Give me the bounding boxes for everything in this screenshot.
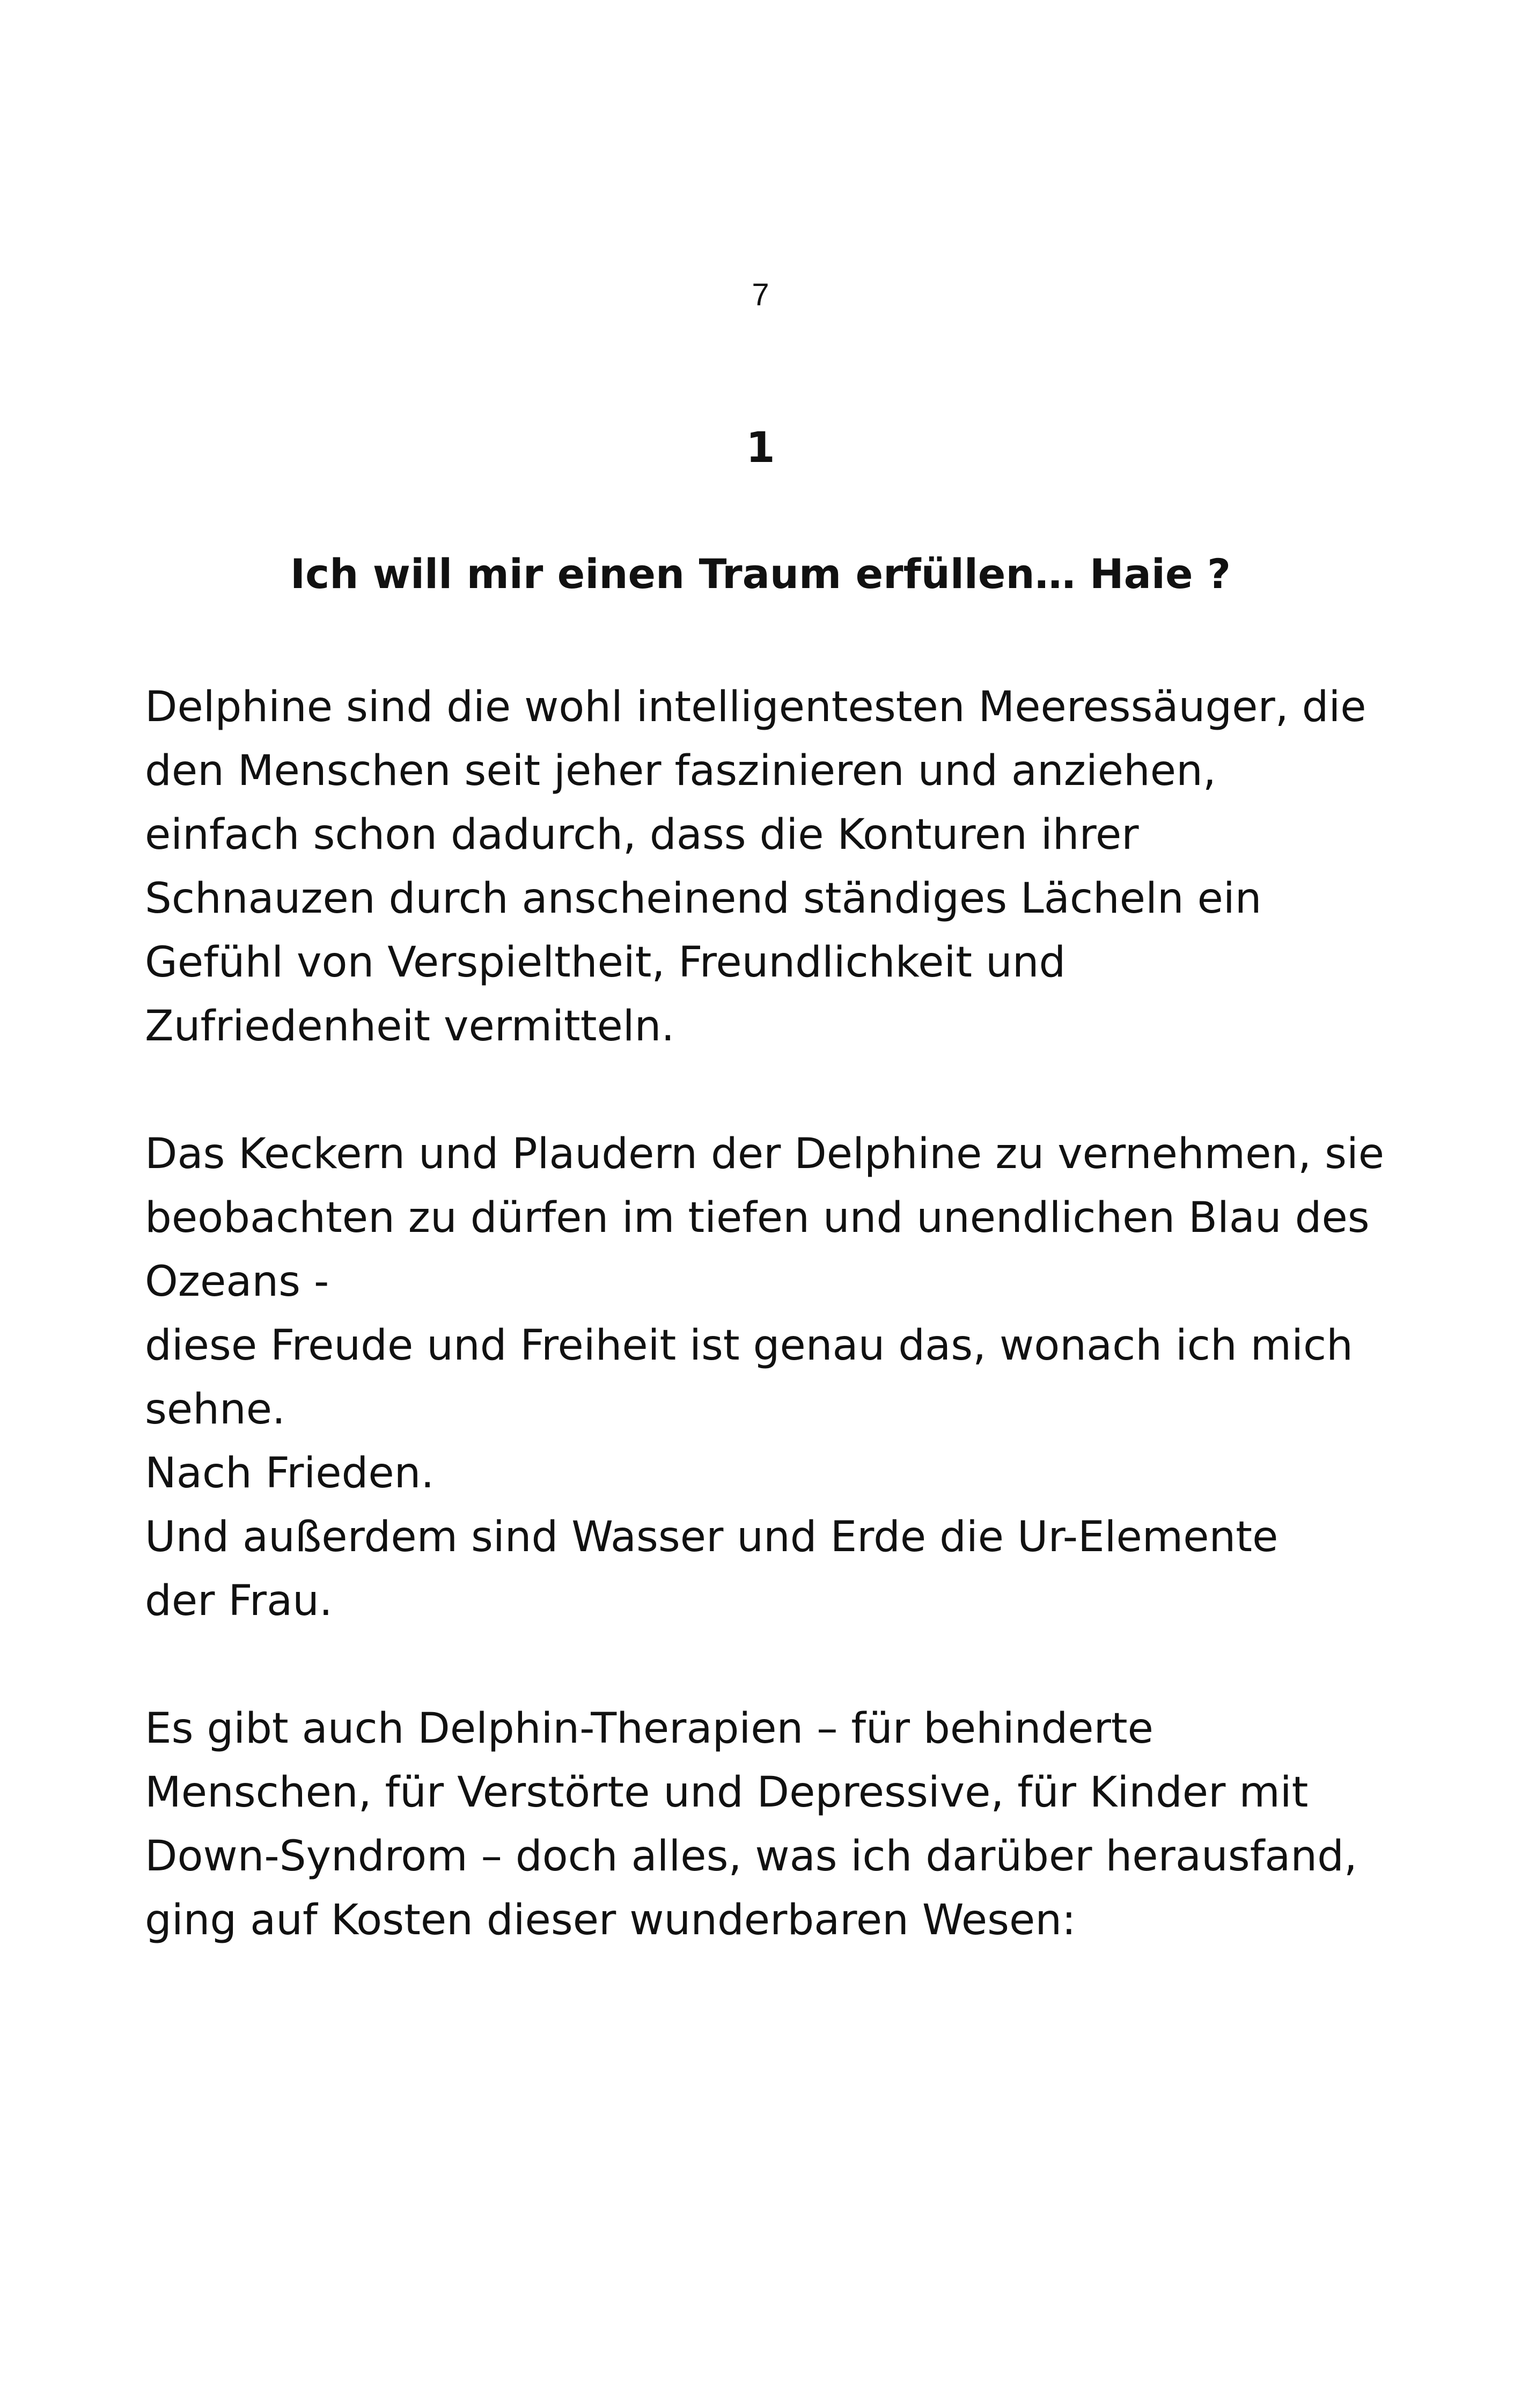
text-line: Down-Syndrom – doch alles, was ich darüber herausfand,	[145, 1831, 1357, 1881]
text-line: einfach schon dadurch, dass die Konturen ihrer	[145, 810, 1139, 859]
text-line: Nach Frieden.	[145, 1448, 435, 1497]
paragraph-2	[145, 1122, 1395, 1633]
text-line: diese Freude und Freiheit ist genau das, wonach ich mich	[145, 1320, 1353, 1370]
body-text	[145, 675, 1395, 2016]
text-line: der Frau.	[145, 1576, 333, 1625]
text-line: Es gibt auch Delphin-Therapien – für behinderte	[145, 1704, 1153, 1753]
page-number: 7	[752, 277, 769, 312]
text-line: ging auf Kosten dieser wunderbaren Wesen:	[145, 1895, 1076, 1944]
chapter-number: 1	[746, 424, 775, 472]
text-line: Menschen, für Verstörte und Depressive, für Kinder mit	[145, 1767, 1309, 1817]
paragraph-1	[145, 675, 1395, 1058]
chapter-title: Ich will mir einen Traum erfüllen… Haie ?	[290, 550, 1231, 598]
text-line: Zufriedenheit vermitteln.	[145, 1001, 675, 1051]
paragraph-3	[145, 1697, 1395, 1952]
text-line: Das Keckern und Plaudern der Delphine zu vernehmen, sie	[145, 1129, 1385, 1178]
text-line: Schnauzen durch anscheinend ständiges Lächeln ein	[145, 873, 1262, 923]
text-line: den Menschen seit jeher faszinieren und anziehen,	[145, 746, 1216, 795]
text-line: beobachten zu dürfen im tiefen und unendlichen Blau des	[145, 1193, 1370, 1242]
text-line: Ozeans -	[145, 1257, 329, 1306]
text-line: Delphine sind die wohl intelligentesten Meeressäuger, die	[145, 682, 1366, 731]
text-line: Und außerdem sind Wasser und Erde die Ur-Elemente	[145, 1512, 1278, 1561]
text-line: sehne.	[145, 1384, 285, 1434]
text-line: Gefühl von Verspieltheit, Freundlichkeit und	[145, 937, 1066, 987]
